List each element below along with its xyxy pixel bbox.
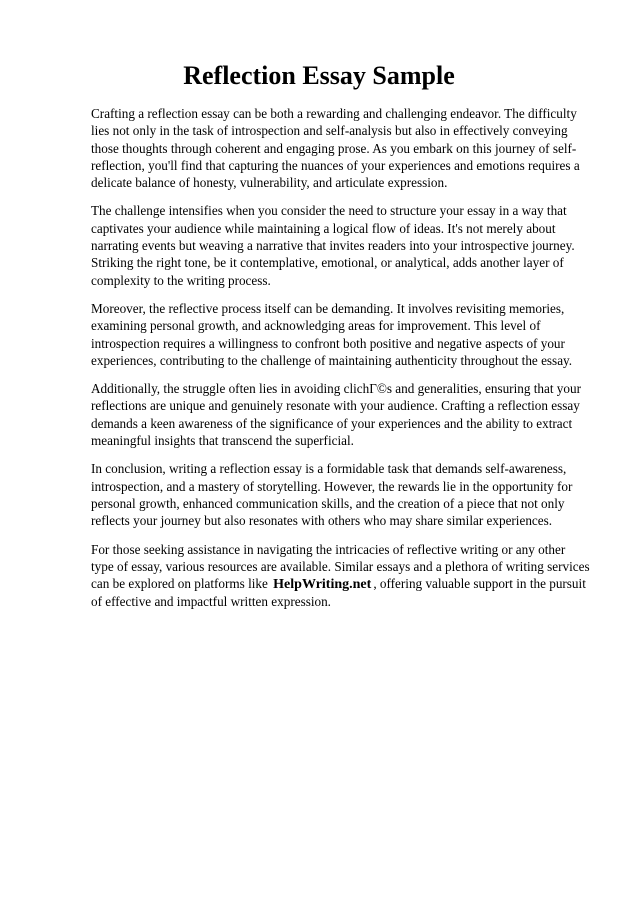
paragraph-2: The challenge intensifies when you consider the need to structure your essay in a way that captivates your audience while maintaining a logical flow of ideas. It's not merely about narrating events but weaving a narrative that invites readers into your introspective journey. Striking the right tone, be it contemplative, emotional, or analytical, adds another layer of complexity to the writing process.	[91, 203, 575, 288]
document-body	[91, 105, 591, 622]
paragraph-6-text-after: , offering valuable support in the pursuit of effective and impactful written expression.	[91, 576, 586, 610]
paragraph-1: Crafting a reflection essay can be both a rewarding and challenging endeavor. The difficulty lies not only in the task of introspection and self-analysis but also in effectively conveying those thoughts through coherent and engaging prose. As you embark on this journey of self-reflection, you'll find that capturing the nuances of your experiences and emotions requires a delicate balance of honesty, vulnerability, and articulate expression.	[91, 106, 580, 191]
document-title: Reflection Essay Sample	[183, 61, 455, 90]
paragraph-4: Additionally, the struggle often lies in avoiding clichГ©s and generalities, ensuring that your reflections are unique and genuinely resonate with your audience. Crafting a reflection essay demands a keen awareness of the significance of your experiences and the ability to extract meaningful insights that transcend the superficial.	[91, 381, 581, 449]
paragraph-6-text-before: For those seeking assistance in navigating the intricacies of reflective writing or any other type of essay, various resources are available. Similar essays and a plethora of writing services can be explored on platforms like	[91, 541, 590, 592]
helpwriting-link[interactable]: HelpWriting.net	[273, 577, 372, 593]
paragraph-6	[91, 541, 591, 611]
paragraph-3: Moreover, the reflective process itself can be demanding. It involves revisiting memories, examining personal growth, and acknowledging areas for improvement. This level of introspection requires a willingness to confront both positive and negative aspects of your experiences, contributing to the challenge of maintaining authenticity throughout the essay.	[91, 300, 573, 368]
paragraph-5: In conclusion, writing a reflection essay is a formidable task that demands self-awareness, introspection, and a mastery of storytelling. However, the rewards lie in the opportunity for personal growth, enhanced communication skills, and the creation of a piece that not only reflects your journey but also resonates with others who may share similar experiences.	[91, 461, 573, 529]
